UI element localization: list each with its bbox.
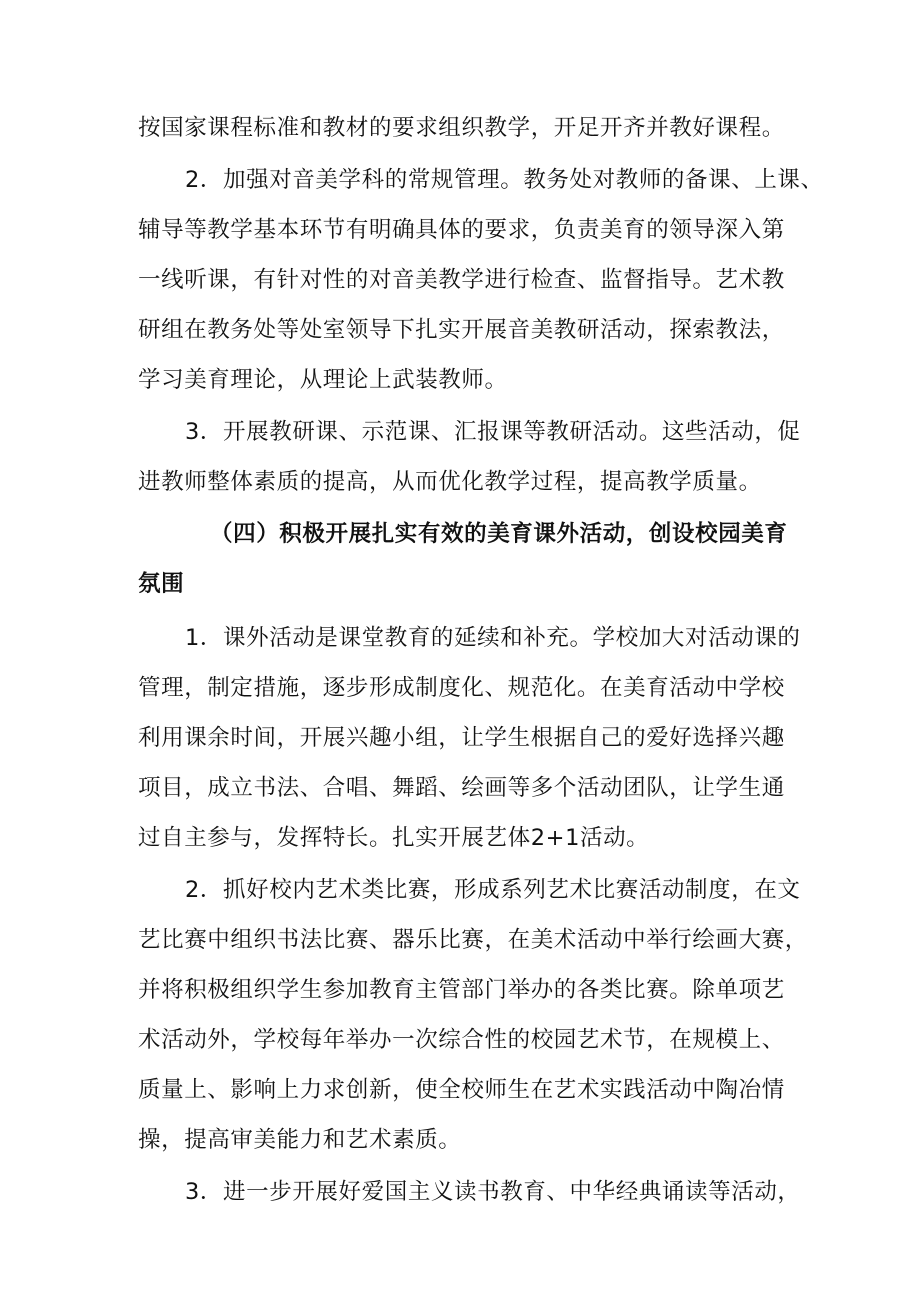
text-line: 管理，制定措施，逐步形成制度化、规范化。在美育活动中学校	[138, 675, 785, 701]
section-heading-continuation: 氛围	[138, 571, 185, 597]
text-line: 过自主参与，发挥特长。扎实开展艺体2+1活动。	[138, 825, 650, 851]
text-line: 进教师整体素质的提高，从而优化教学过程，提高教学质量。	[138, 469, 762, 495]
text-line: 质量上、影响上力求创新，使全校师生在艺术实践活动中陶冶情	[138, 1077, 785, 1103]
text-line: 3．开展教研课、示范课、汇报课等教研活动。这些活动，促	[185, 419, 801, 445]
text-line: 2．抓好校内艺术类比赛，形成系列艺术比赛活动制度，在文	[185, 877, 801, 903]
text-line: 2．加强对音美学科的常规管理。教务处对教师的备课、上课、	[185, 167, 824, 193]
text-line: 按国家课程标准和教材的要求组织教学，开足开齐并教好课程。	[138, 115, 785, 141]
text-line: 利用课余时间，开展兴趣小组，让学生根据自己的爱好选择兴趣	[138, 725, 785, 751]
text-line: 并将积极组织学生参加教育主管部门举办的各类比赛。除单项艺	[138, 977, 785, 1003]
text-line: 辅导等教学基本环节有明确具体的要求，负责美育的领导深入第	[138, 217, 785, 243]
section-heading: （四）积极开展扎实有效的美育课外活动，创设校园美育	[210, 521, 788, 547]
text-line: 研组在教务处等处室领导下扎实开展音美教研活动，探索教法，	[138, 317, 785, 343]
text-line: 一线听课，有针对性的对音美教学进行检查、监督指导。艺术教	[138, 267, 785, 293]
text-line: 学习美育理论，从理论上武装教师。	[138, 367, 508, 393]
text-line: 3．进一步开展好爱国主义读书教育、中华经典诵读等活动，	[185, 1179, 801, 1205]
text-line: 艺比赛中组织书法比赛、器乐比赛，在美术活动中举行绘画大赛，	[138, 927, 808, 953]
text-line: 项目，成立书法、合唱、舞蹈、绘画等多个活动团队，让学生通	[138, 775, 785, 801]
text-line: 术活动外，学校每年举办一次综合性的校园艺术节，在规模上、	[138, 1027, 785, 1053]
text-line: 操，提高审美能力和艺术素质。	[138, 1127, 462, 1153]
text-line: 1．课外活动是课堂教育的延续和补充。学校加大对活动课的	[185, 625, 801, 651]
